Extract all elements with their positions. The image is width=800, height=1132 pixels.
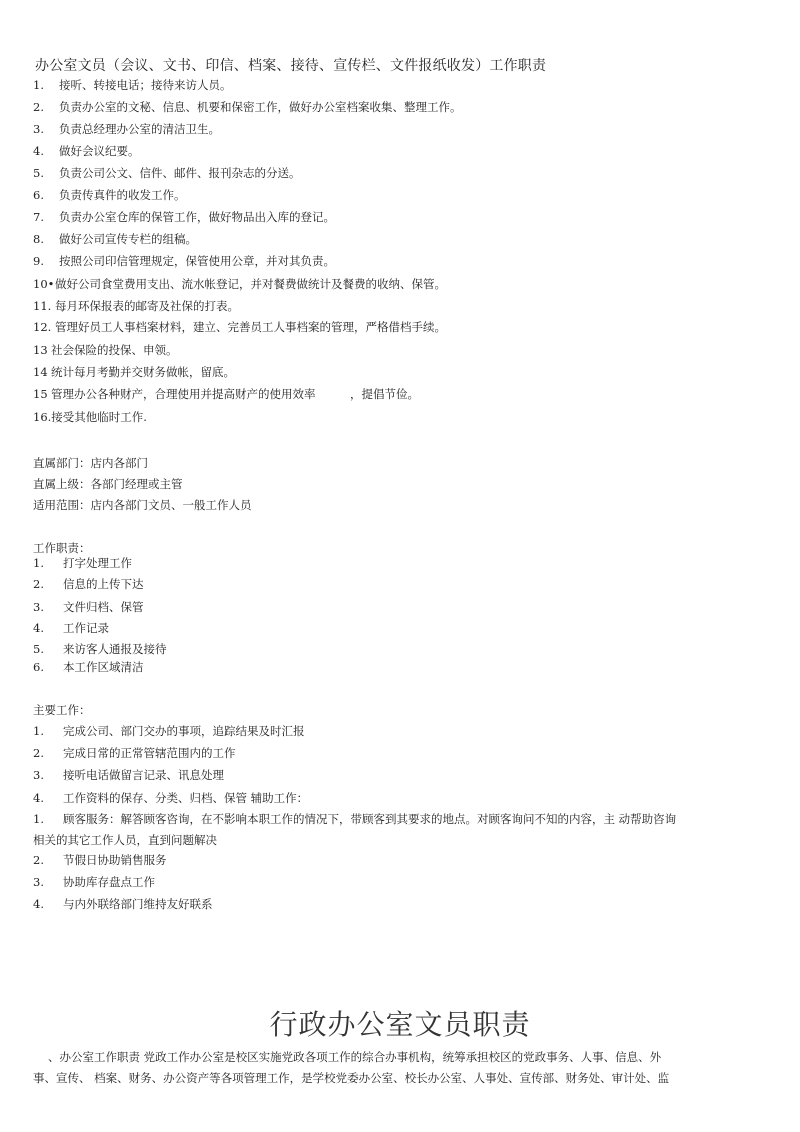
item-text: 每月环保报表的邮寄及社保的打表。 — [55, 299, 239, 313]
item-text: 接受其他临时工作. — [51, 410, 147, 424]
item-text: 按照公司印信管理规定，保管使用公章，并对其负责。 — [59, 254, 335, 268]
item-number: 2. — [33, 853, 44, 867]
list-item — [33, 387, 419, 401]
item-number: 10• — [33, 277, 55, 291]
item-number: 15 — [33, 387, 48, 401]
item-number: 3. — [33, 122, 44, 136]
item-number: 1. — [33, 724, 44, 738]
main-work-heading: 主要工作： — [33, 703, 91, 717]
item-text: 信息的上传下达 — [63, 577, 144, 591]
item-text: 节假日协助销售服务 — [63, 853, 167, 867]
item-text: 协助库存盘点工作 — [63, 875, 155, 889]
item-text: 来访客人通报及接待 — [63, 642, 167, 656]
item-number: 4. — [33, 897, 44, 911]
intro-paragraph-line: 、办公室工作职责 党政工作办公室是校区实施党政各项工作的综合办事机构，统筹承担校区的党政事务、人事、信息、外 — [48, 1050, 662, 1064]
list-item — [33, 812, 676, 826]
item-text: 工作资料的保存、分类、归档、保管 辅助工作： — [63, 791, 309, 805]
item-text: 相关的其它工作人员，直到问题解决 — [33, 833, 217, 847]
item-text: 统计每月考勤并交财务做帐，留底。 — [51, 365, 235, 379]
item-text: 接听、转接电话；接待来访人员。 — [59, 78, 232, 92]
item-number: 1. — [33, 78, 44, 92]
list-item — [33, 600, 144, 614]
item-number: 4. — [33, 621, 44, 635]
item-number: 11. — [33, 299, 52, 313]
item-text: 社会保险的投保、申领。 — [51, 343, 178, 357]
item-text: 本工作区域清洁 — [63, 660, 144, 674]
list-item — [33, 642, 167, 656]
list-item — [33, 78, 232, 92]
list-item — [33, 768, 224, 782]
item-text: 负责办公室的文秘、信息、机要和保密工作，做好办公室档案收集、整理工作。 — [59, 100, 462, 114]
list-item — [33, 254, 335, 268]
list-item — [33, 746, 236, 760]
item-number: 12. — [33, 320, 52, 334]
item-number: 16. — [33, 410, 52, 424]
item-number: 2. — [33, 100, 44, 114]
list-item — [33, 100, 462, 114]
item-text: 管理好员工人事档案材料，建立、完善员工人事档案的管理，严格借档手续。 — [55, 320, 446, 334]
list-item — [33, 410, 147, 424]
item-number: 6. — [33, 188, 44, 202]
list-item — [33, 365, 235, 379]
item-number: 1. — [33, 556, 44, 570]
list-item — [33, 897, 213, 911]
item-text: 负责传真件的收发工作。 — [59, 188, 186, 202]
list-item — [33, 343, 178, 357]
item-number: 5. — [33, 166, 44, 180]
list-item: 适用范围：店内各部门文员、一般工作人员 — [33, 498, 252, 512]
list-item — [33, 660, 144, 674]
item-text: 打字处理工作 — [63, 556, 132, 570]
list-item — [33, 122, 220, 136]
list-item — [33, 724, 305, 738]
list-item — [33, 210, 335, 224]
section-title: 行政办公室文员职责 — [269, 1008, 531, 1041]
list-item — [33, 232, 197, 246]
list-item — [33, 277, 446, 291]
item-number: 3. — [33, 768, 44, 782]
item-text: 负责总经理办公室的清洁卫生。 — [59, 122, 220, 136]
item-text: 完成日常的正常管辖范围内的工作 — [63, 746, 236, 760]
item-text: 工作记录 — [63, 621, 109, 635]
item-number: 3. — [33, 875, 44, 889]
item-text: 文件归档、保管 — [63, 600, 144, 614]
item-number: 1. — [33, 812, 44, 826]
list-item: 直属部门：店内各部门 — [33, 456, 148, 470]
list-item — [33, 875, 155, 889]
item-number: 5. — [33, 642, 44, 656]
list-item — [33, 320, 446, 334]
item-text: 管理办公各种财产，合理使用并提高财产的使用效率 ，提倡节俭。 — [51, 387, 419, 401]
item-number: 4. — [33, 144, 44, 158]
item-number: 7. — [33, 210, 44, 224]
list-item — [33, 556, 132, 570]
item-number: 8. — [33, 232, 44, 246]
list-item — [33, 166, 301, 180]
list-item — [33, 833, 217, 847]
item-text: 完成公司、部门交办的事项，追踪结果及时汇报 — [63, 724, 305, 738]
list-item — [33, 144, 140, 158]
item-text: 顾客服务：解答顾客咨询，在不影响本职工作的情况下，带顾客到其要求的地点。对顾客询问不知的内容，主 动帮助咨询 — [63, 812, 677, 826]
list-item — [33, 791, 308, 805]
item-number: 3. — [33, 600, 44, 614]
responsibilities-heading: 工作职责： — [33, 541, 91, 555]
item-number: 14 — [33, 365, 48, 379]
doc-title: 办公室文员（会议、文书、印信、档案、接待、宣传栏、文件报纸收发）工作职责 — [35, 58, 547, 74]
item-number: 2. — [33, 577, 44, 591]
list-item — [33, 299, 239, 313]
item-number: 6. — [33, 660, 44, 674]
item-text: 负责办公室仓库的保管工作，做好物品出入库的登记。 — [59, 210, 335, 224]
list-item — [33, 577, 144, 591]
item-number: 13 — [33, 343, 48, 357]
list-item: 直属上级：各部门经理或主管 — [33, 477, 183, 491]
list-item — [33, 621, 109, 635]
item-text: 做好公司食堂费用支出、流水帐登记，并对餐费做统计及餐费的收纳、保管。 — [55, 277, 446, 291]
item-number: 2. — [33, 746, 44, 760]
intro-paragraph-line: 事、宣传、 档案、财务、办公资产等各项管理工作，是学校党委办公室、校长办公室、人事处、宣传部、财务处、审计处、监 — [33, 1071, 670, 1085]
list-item — [33, 188, 186, 202]
item-text: 做好公司宣传专栏的组稿。 — [59, 232, 197, 246]
item-text: 做好会议纪要。 — [59, 144, 140, 158]
item-number: 4. — [33, 791, 44, 805]
item-text: 接听电话做留言记录、讯息处理 — [63, 768, 224, 782]
item-text: 负责公司公文、信件、邮件、报刊杂志的分送。 — [59, 166, 301, 180]
list-item — [33, 853, 167, 867]
item-number: 9. — [33, 254, 44, 268]
item-text: 与内外联络部门维持友好联系 — [63, 897, 213, 911]
